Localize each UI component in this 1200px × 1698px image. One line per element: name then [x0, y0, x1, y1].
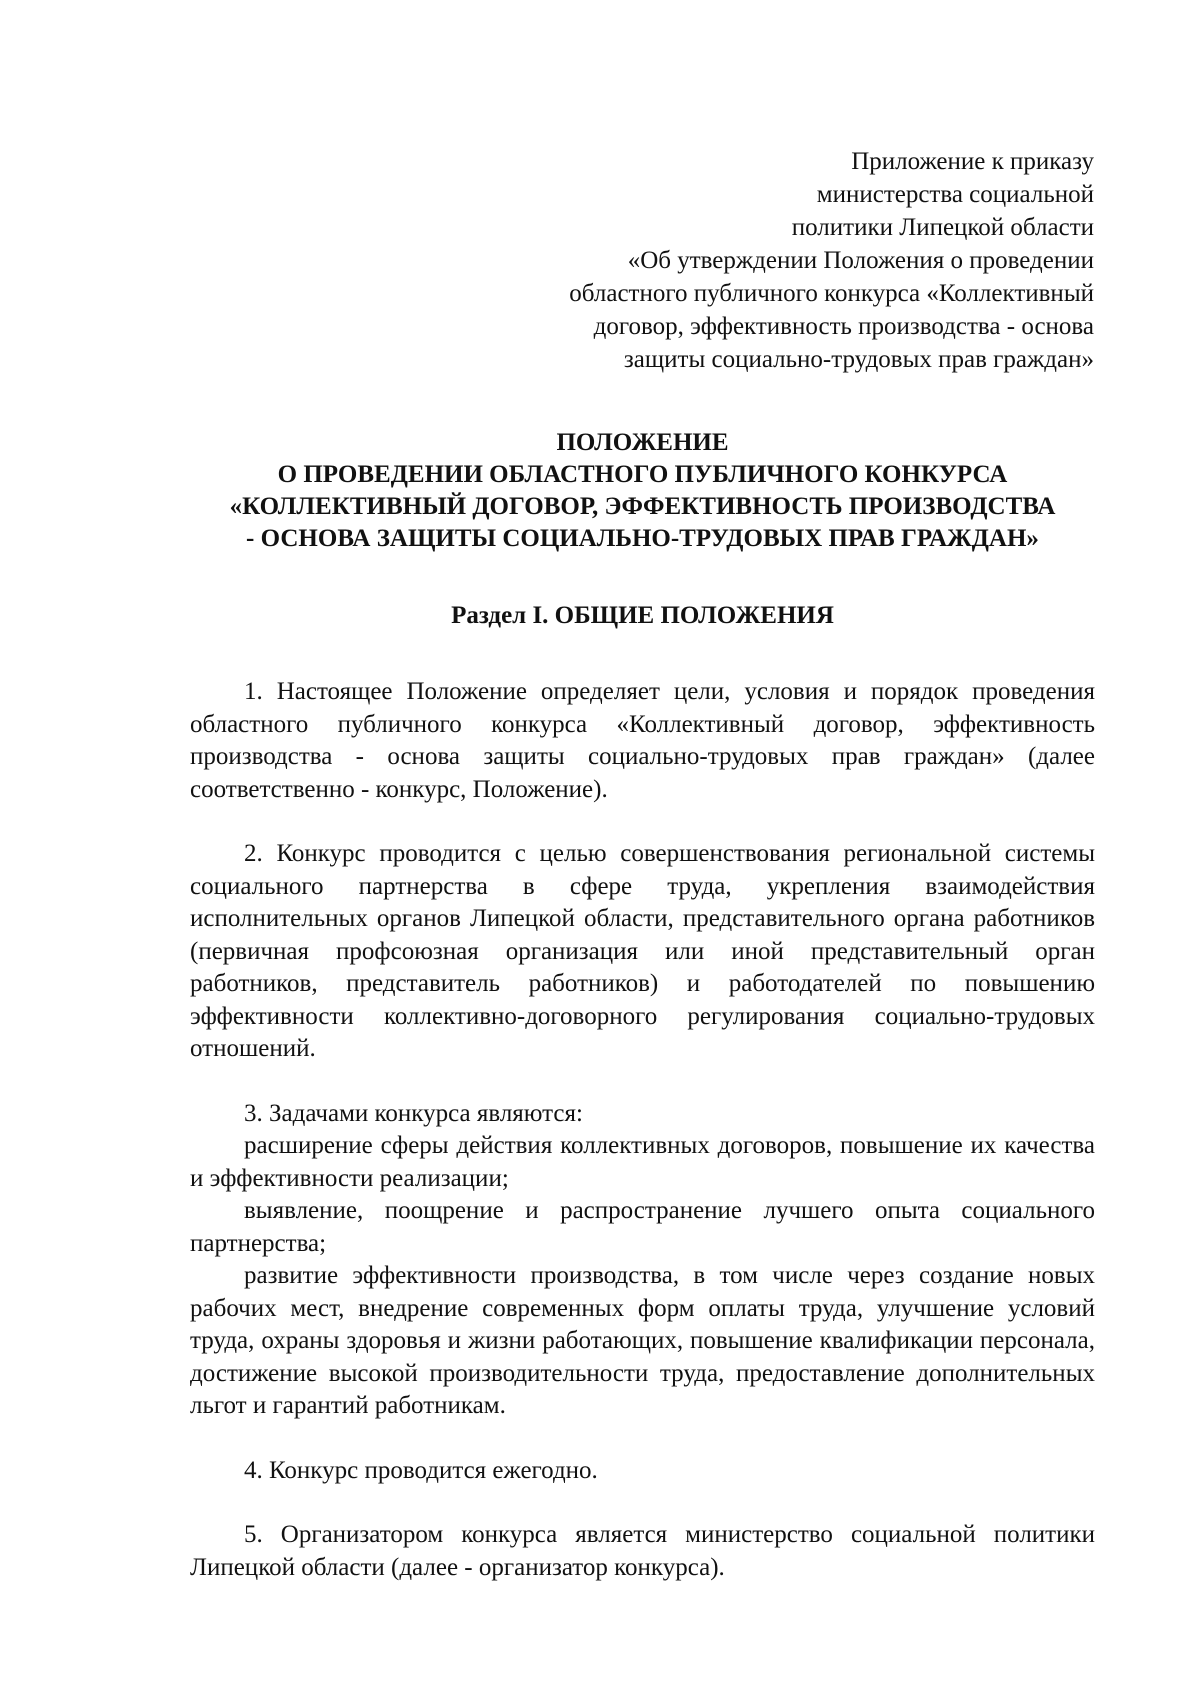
task-item: развитие эффективности производства, в том числе через создание новых рабочих мест, внедрение современных форм оплаты труда, улучшение условий труда, охраны здоровья и жизни работающих, повышение квалификации персонала, достижение высокой производительности труда, предоставление дополнительных льгот и гарантий работникам.: [190, 1262, 1095, 1419]
task-item: выявление, поощрение и распространение лучшего опыта социального партнерства;: [190, 1197, 1095, 1257]
title-line: ПОЛОЖЕНИЕ: [556, 429, 729, 456]
annex-line: министерства социальной: [816, 181, 1094, 208]
paragraph-2: 2. Конкурс проводится с целью совершенствования региональной системы социального партнерства в сфере труда, укрепления взаимодействия исполнительных органов Липецкой области, представительного органа работников (первичная профсоюзная организация или иной представительный орган работников, представитель работников) и работодателей по повышению эффективности коллективно-договорного регулирования социально-трудовых отношений.: [190, 840, 1095, 1062]
annex-line: Приложение к приказу: [851, 148, 1094, 175]
document-title: [190, 427, 1095, 555]
annex-line: договор, эффективность производства - основа: [593, 313, 1094, 340]
paragraph-4: 4. Конкурс проводится ежегодно.: [244, 1456, 598, 1484]
title-line: - ОСНОВА ЗАЩИТЫ СОЦИАЛЬНО-ТРУДОВЫХ ПРАВ ГРАЖДАН»: [246, 525, 1039, 552]
title-line: О ПРОВЕДЕНИИ ОБЛАСТНОГО ПУБЛИЧНОГО КОНКУРСА: [277, 461, 1008, 488]
paragraph-1: 1. Настоящее Положение определяет цели, условия и порядок проведения областного публичного конкурса «Коллективный договор, эффективность производства - основа защиты социально-трудовых прав граждан» (далее соответственно - конкурс, Положение).: [190, 678, 1095, 803]
section-heading: Раздел I. ОБЩИЕ ПОЛОЖЕНИЯ: [451, 602, 834, 629]
task-item: расширение сферы действия коллективных договоров, повышение их качества и эффективности реализации;: [190, 1132, 1095, 1192]
paragraph-3-intro: 3. Задачами конкурса являются:: [244, 1099, 583, 1127]
annex-line: «Об утверждении Положения о проведении: [627, 247, 1094, 274]
annex-reference: [569, 145, 1094, 376]
title-line: «КОЛЛЕКТИВНЫЙ ДОГОВОР, ЭФФЕКТИВНОСТЬ ПРОИЗВОДСТВА: [229, 493, 1056, 520]
annex-line: областного публичного конкурса «Коллективный: [569, 280, 1094, 307]
document-body: [190, 676, 1095, 1584]
annex-line: защиты социально-трудовых прав граждан»: [623, 346, 1094, 373]
paragraph-5: 5. Организатором конкурса является министерство социальной политики Липецкой области (далее - организатор конкурса).: [190, 1521, 1095, 1581]
annex-line: политики Липецкой области: [791, 214, 1094, 241]
